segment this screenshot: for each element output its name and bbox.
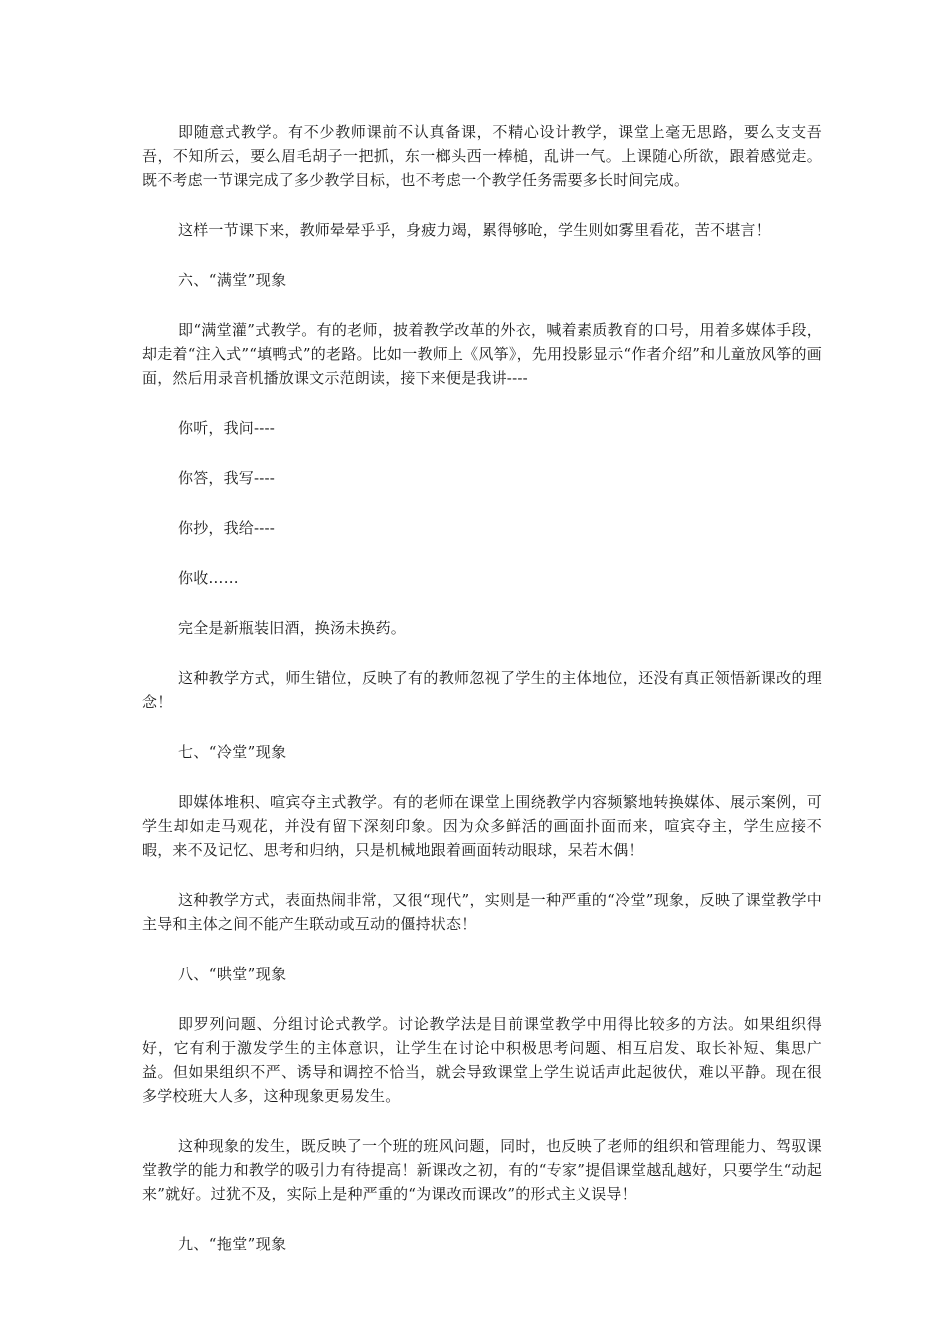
section-heading-9: 九、“拖堂”现象 <box>178 1235 287 1253</box>
paragraph-role-misplacement: 这种教学方式，师生错位，反映了有的教师忽视了学生的主体地位，还没有真正领悟新课改的理念！ <box>142 669 822 711</box>
paragraph-receive: 你收…… <box>178 569 239 587</box>
paragraph-class-result: 这样一节课下来，教师晕晕乎乎，身疲力竭，累得够呛，学生则如雾里看花，苦不堪言！ <box>178 221 771 239</box>
paragraph-cold-class: 这种教学方式，表面热闹非常，又很“现代”，实则是一种严重的“冷堂”现象，反映了课堂教学中主导和主体之间不能产生联动或互动的僵持状态！ <box>142 891 822 933</box>
section-heading-6: 六、“满堂”现象 <box>178 271 287 289</box>
section-heading-7: 七、“冷堂”现象 <box>178 743 287 761</box>
document-body <box>142 120 822 1282</box>
paragraph-media-overload: 即媒体堆积、喧宾夺主式教学。有的老师在课堂上围绕教学内容频繁地转换媒体、展示案例，可学生却如走马观花，并没有留下深刻印象。因为众多鲜活的画面扑面而来，喧宾夺主，学生应接不暇，来不及记忆、思考和归纳，只是机械地跟着画面转动眼球，呆若木偶！ <box>142 793 822 859</box>
paragraph-random-teaching: 即随意式教学。有不少教师课前不认真备课，不精心设计教学，课堂上毫无思路，要么支支吾吾，不知所云，要么眉毛胡子一把抓，东一榔头西一棒槌，乱讲一气。上课随心所欲，跟着感觉走。既不考虑一节课完成了多少教学目标，也不考虑一个教学任务需要多长时间完成。 <box>142 123 822 189</box>
paragraph-old-wine: 完全是新瓶装旧酒，换汤未换药。 <box>178 619 407 637</box>
paragraph-answer-write: 你答，我写---- <box>178 469 276 487</box>
paragraph-copy-give: 你抄，我给---- <box>178 519 276 537</box>
paragraph-class-management: 这种现象的发生，既反映了一个班的班风问题，同时，也反映了老师的组织和管理能力、驾驭课堂教学的能力和教学的吸引力有待提高！新课改之初，有的“专家”提倡课堂越乱越好，只要学生“动起来”就好。过犹不及，实际上是种严重的“为课改而课改”的形式主义误导！ <box>142 1137 822 1203</box>
paragraph-group-discussion: 即罗列问题、分组讨论式教学。讨论教学法是目前课堂教学中用得比较多的方法。如果组织得好，它有利于激发学生的主体意识，让学生在讨论中积极思考问题、相互启发、取长补短、集思广益。但如果组织不严、诱导和调控不恰当，就会导致课堂上学生说话声此起彼伏，难以平静。现在很多学校班大人多，这种现象更易发生。 <box>142 1015 822 1105</box>
paragraph-listen-ask: 你听，我问---- <box>178 419 276 437</box>
section-heading-8: 八、“哄堂”现象 <box>178 965 287 983</box>
paragraph-cramming-teaching: 即“满堂灌”式教学。有的老师，披着教学改革的外衣，喊着素质教育的口号，用着多媒体手段，却走着“注入式”“填鸭式”的老路。比如一教师上《风筝》，先用投影显示“作者介绍”和儿童放风筝的画面，然后用录音机播放课文示范朗读，接下来便是我讲---- <box>142 321 822 387</box>
